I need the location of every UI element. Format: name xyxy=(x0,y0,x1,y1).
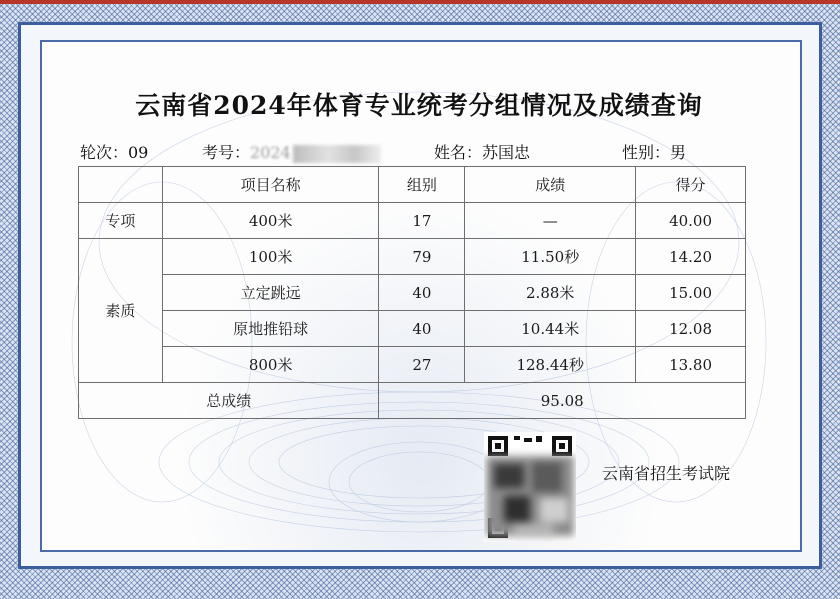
score-cell: 15.00 xyxy=(636,275,746,311)
header-group: 组别 xyxy=(379,167,465,203)
exam-number-info xyxy=(202,140,381,163)
item-cell: 800米 xyxy=(162,347,379,383)
category-zhuanxiang: 专项 xyxy=(79,203,163,239)
table-row xyxy=(79,275,746,311)
score-cell: 13.80 xyxy=(636,347,746,383)
table-row xyxy=(79,347,746,383)
result-cell: 2.88米 xyxy=(465,275,636,311)
group-cell: 17 xyxy=(379,203,465,239)
result-cell: 11.50秒 xyxy=(465,239,636,275)
header-result: 成绩 xyxy=(465,167,636,203)
exam-number-label: 考号： xyxy=(202,143,251,162)
header-item: 项目名称 xyxy=(162,167,379,203)
group-cell: 40 xyxy=(379,275,465,311)
category-suzhi: 素质 xyxy=(79,239,163,383)
header-score: 得分 xyxy=(636,167,746,203)
group-cell: 40 xyxy=(379,311,465,347)
score-table xyxy=(78,166,746,419)
qr-code[interactable] xyxy=(484,432,576,542)
total-label: 总成绩 xyxy=(79,383,379,419)
redaction-blur xyxy=(293,145,381,163)
result-cell: — xyxy=(465,203,636,239)
gender-info: 性别：男 xyxy=(622,143,687,162)
item-cell: 100米 xyxy=(162,239,379,275)
item-cell: 400米 xyxy=(162,203,379,239)
issuer-name: 云南省招生考试院 xyxy=(602,464,731,483)
name-info: 姓名：苏国忠 xyxy=(434,143,531,162)
score-cell: 14.20 xyxy=(636,239,746,275)
total-row xyxy=(79,383,746,419)
item-cell: 原地推铅球 xyxy=(162,311,379,347)
total-value: 95.08 xyxy=(379,383,746,419)
result-cell: 10.44米 xyxy=(465,311,636,347)
group-cell: 27 xyxy=(379,347,465,383)
header-blank-cell xyxy=(79,167,163,203)
group-cell: 79 xyxy=(379,239,465,275)
result-cell: 128.44秒 xyxy=(465,347,636,383)
score-cell: 12.08 xyxy=(636,311,746,347)
score-cell: 40.00 xyxy=(636,203,746,239)
table-header-row xyxy=(79,167,746,203)
round-info: 轮次：09 xyxy=(80,143,149,162)
table-row xyxy=(79,203,746,239)
table-row xyxy=(79,311,746,347)
table-row xyxy=(79,239,746,275)
exam-number-partial: 2024 xyxy=(250,143,291,162)
item-cell: 立定跳远 xyxy=(162,275,379,311)
page-title: 云南省2024年体育专业统考分组情况及成绩查询 xyxy=(135,91,703,120)
